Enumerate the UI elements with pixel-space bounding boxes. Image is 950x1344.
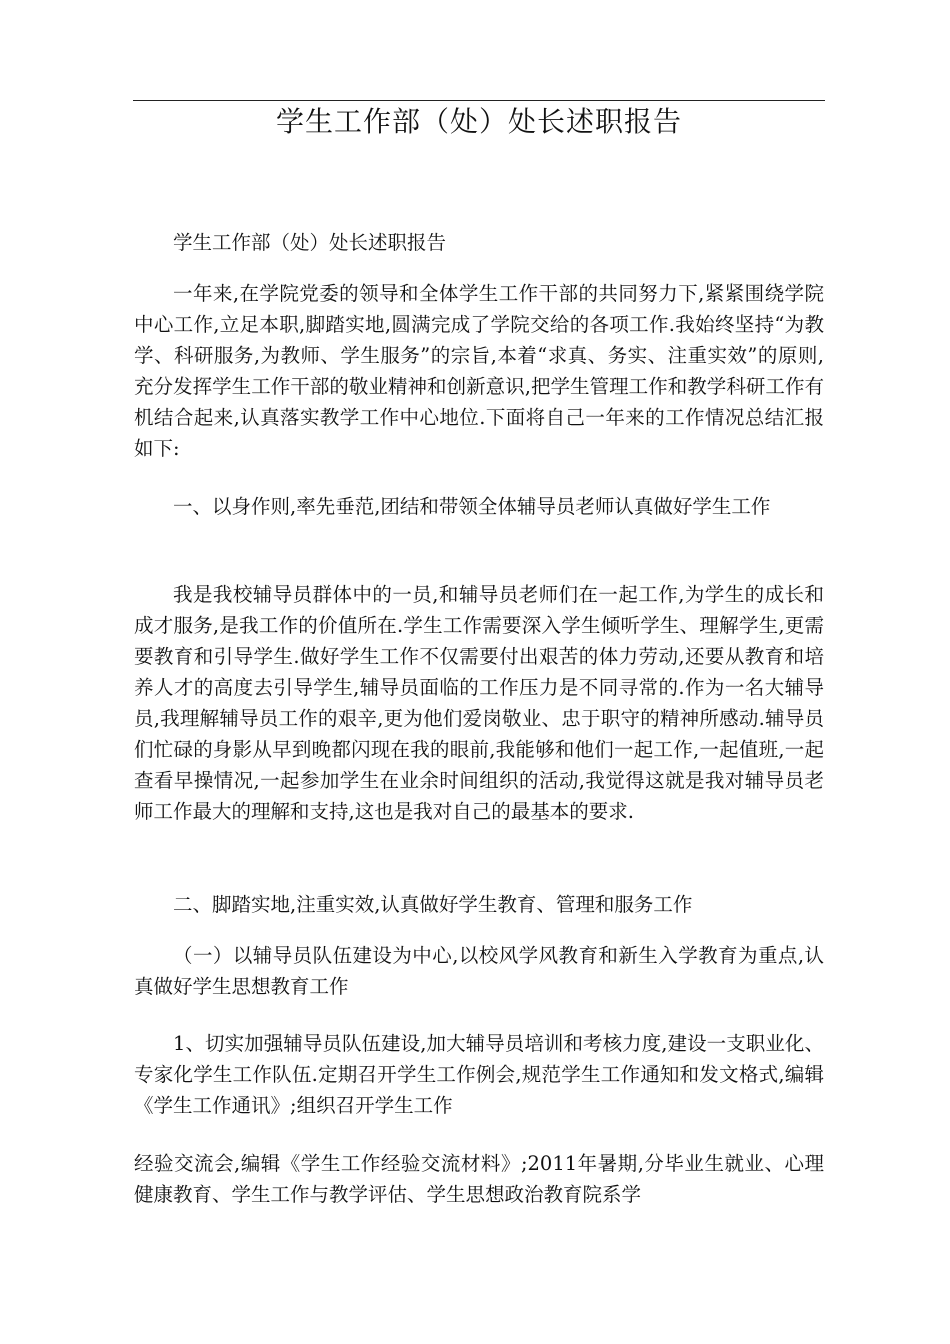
section-heading-1: 一、以身作则,率先垂范,团结和带领全体辅导员老师认真做好学生工作: [173, 495, 771, 518]
paragraph-subtitle: 学生工作部（处）处长述职报告: [173, 231, 447, 254]
paragraph-item-1-continued: 经验交流会,编辑《学生工作经验交流材料》;2011年暑期,分毕业生就业、心理健康教育、学生工作与教学评估、学生思想政治教育院系学: [134, 1152, 824, 1206]
paragraph-section-1-body: 我是我校辅导员群体中的一员,和辅导员老师们在一起工作,为学生的成长和成才服务,是我工作的价值所在.学生工作需要深入学生倾听学生、理解学生,更需要教育和引导学生.做好学生工作不仅需要付出艰苦的体力劳动,还要从教育和培养人才的高度去引导学生,辅导员面临的工作压力是不同寻常的.作为一名大辅导员,我理解辅导员工作的艰辛,更为他们爱岗敬业、忠于职守的精神所感动.辅导员们忙碌的身影从早到晚都闪现在我的眼前,我能够和他们一起工作,一起值班,一起查看早操情况,一起参加学生在业余时间组织的活动,我觉得这就是我对辅导员老师工作最大的理解和支持,这也是我对自己的最基本的要求.: [134, 583, 824, 823]
document-title: 学生工作部（处）处长述职报告: [275, 105, 682, 138]
section-heading-2: 二、脚踏实地,注重实效,认真做好学生教育、管理和服务工作: [173, 893, 693, 916]
subsection-heading-1: （一）以辅导员队伍建设为中心,以校风学风教育和新生入学教育为重点,认真做好学生思想教育工作: [134, 944, 824, 998]
paragraph-item-1: 1、切实加强辅导员队伍建设,加大辅导员培训和考核力度,建设一支职业化、专家化学生工作队伍.定期召开学生工作例会,规范学生工作通知和发文格式,编辑《学生工作通讯》;组织召开学生工作: [134, 1032, 824, 1117]
paragraph-intro: 一年来,在学院党委的领导和全体学生工作干部的共同努力下,紧紧围绕学院中心工作,立足本职,脚踏实地,圆满完成了学院交给的各项工作.我始终坚持“为教学、科研服务,为教师、学生服务”的宗旨,本着“求真、务实、注重实效”的原则,充分发挥学生工作干部的敬业精神和创新意识,把学生管理工作和教学科研工作有机结合起来,认真落实教学工作中心地位.下面将自己一年来的工作情况总结汇报如下:: [134, 282, 824, 460]
header-rule: [133, 100, 825, 101]
